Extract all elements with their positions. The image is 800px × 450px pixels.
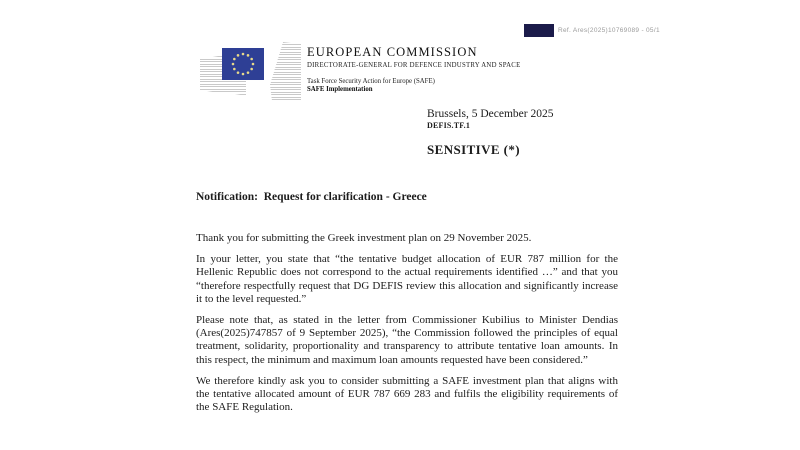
ares-reference-text: Ref. Ares(2025)10769089 - 05/1 (558, 27, 660, 34)
eu-flag-icon (222, 48, 264, 80)
directorate-general-name: DIRECTORATE-GENERAL FOR DEFENCE INDUSTRY AND SPACE (307, 62, 521, 69)
classification-marking: SENSITIVE (*) (427, 142, 520, 157)
date-block (427, 108, 553, 158)
subject-line: Notification: Request for clarification - Greece (196, 191, 427, 203)
place-and-date: Brussels, 5 December 2025 (427, 108, 554, 120)
institution-name: EUROPEAN COMMISSION (307, 45, 478, 59)
paragraph: In your letter, you state that “the tentative budget allocation of EUR 787 million for the Hellenic Republic does not correspond to the actual requirements identified …” and that you “therefore respectfully request that DG DEFIS review this allocation and significantly increase it to the level requested.” (196, 253, 618, 305)
european-commission-logo (200, 42, 302, 100)
unit-line: SAFE Implementation (307, 86, 373, 93)
paragraph: We therefore kindly ask you to consider submitting a SAFE investment plan that aligns with the tentative allocated amount of EUR 787 669 283 and fulfils the eligibility requirements of the SAFE Regulation. (196, 374, 618, 414)
stamp-signature-box-icon (524, 24, 554, 37)
letterhead (307, 45, 637, 93)
unit-reference: DEFIS.TF.1 (427, 121, 471, 130)
letter-body (196, 232, 618, 422)
paragraph: Please note that, as stated in the letter from Commissioner Kubilius to Minister Dendias (Ares(2025)747857 of 9 September 2025), “the Commission followed the principles of equal treatment, solidarity, proportionality and transparency to attribute tentative loan amounts. In this respect, the minimum and maximum loan amounts requested have been considered.” (196, 314, 618, 366)
task-force-line: Task Force Security Action for Europe (SAFE) (307, 78, 435, 85)
registration-stamp (524, 24, 660, 37)
logo-sketch-lines-right-icon (270, 42, 301, 100)
paragraph: Thank you for submitting the Greek investment plan on 29 November 2025. (196, 232, 532, 244)
